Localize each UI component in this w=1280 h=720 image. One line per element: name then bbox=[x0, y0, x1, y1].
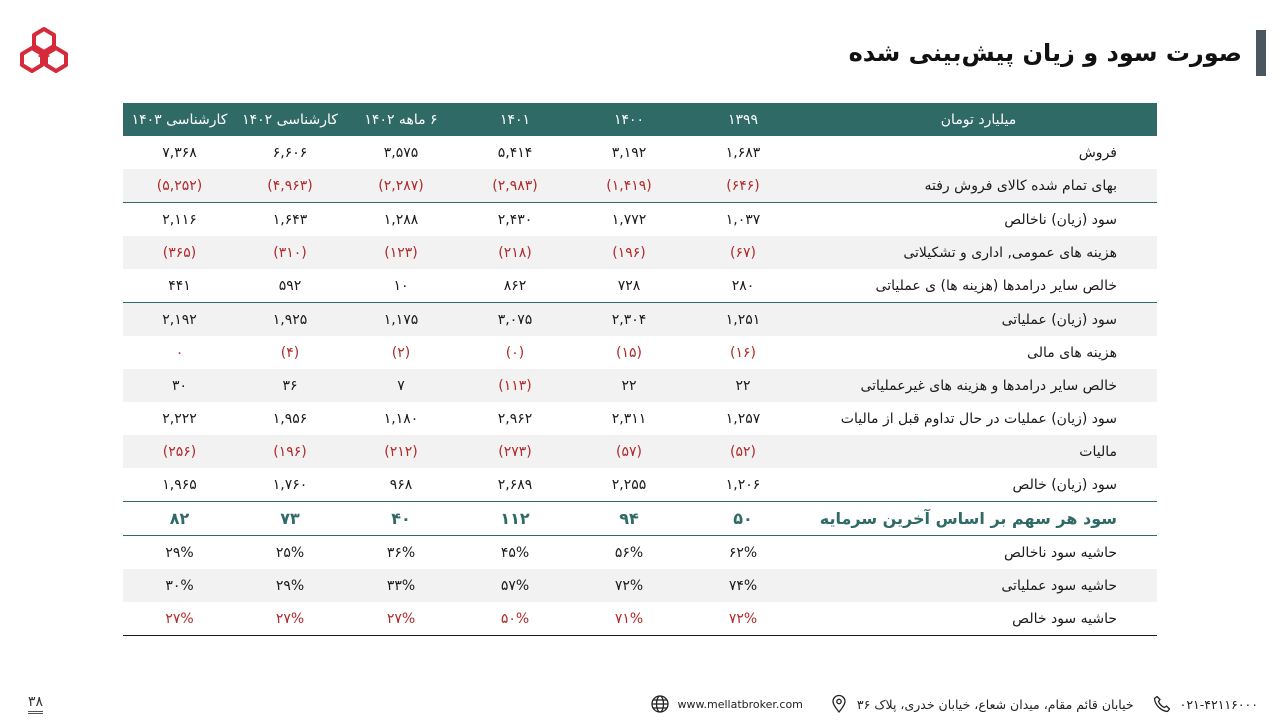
table-cell: (۴,۹۶۳) bbox=[236, 169, 344, 203]
table-cell: ۸۶۲ bbox=[503, 277, 527, 294]
table-cell: (۲۷۳) bbox=[458, 435, 572, 468]
column-header: ۱۴۰۱ bbox=[458, 103, 572, 136]
table-cell: ۷ bbox=[344, 369, 458, 402]
table-cell: ۴۰ bbox=[344, 502, 458, 536]
table-cell: ۱,۹۲۵ bbox=[236, 303, 344, 337]
table-cell: ۵۰% bbox=[458, 602, 572, 636]
footer-contact bbox=[650, 694, 1258, 714]
row-label: حاشیه سود خالص bbox=[800, 602, 1157, 636]
table-cell: ۱۰ bbox=[393, 277, 409, 294]
income-statement-table-wrap bbox=[123, 103, 1157, 636]
row-label: سود (زیان) خالص bbox=[1012, 476, 1117, 493]
website-link[interactable]: www.mellatbroker.com bbox=[677, 697, 803, 711]
table-cell: ۱,۷۶۰ bbox=[272, 476, 308, 493]
table-cell: ۱,۲۸۸ bbox=[344, 203, 458, 237]
phone-number: ۰۲۱-۴۲۱۱۶۰۰۰ bbox=[1179, 696, 1258, 712]
table-cell: ۷۱% bbox=[572, 602, 686, 636]
table-cell: ۱,۲۰۶ bbox=[725, 476, 761, 493]
table-cell: ۱,۶۸۳ bbox=[725, 144, 761, 161]
table-cell: ۷۲% bbox=[572, 569, 686, 602]
table-cell: ۷۳ bbox=[236, 502, 344, 536]
table-cell: ۱,۲۵۱ bbox=[686, 303, 800, 337]
table-cell: ۲۷% bbox=[123, 602, 236, 636]
table-cell: ۲۷% bbox=[344, 602, 458, 636]
table-cell: ۳۶ bbox=[236, 369, 344, 402]
table-row bbox=[123, 136, 1157, 169]
table-row bbox=[123, 369, 1157, 402]
table-cell: ۱,۱۸۰ bbox=[383, 410, 419, 427]
table-cell: ۱,۷۷۲ bbox=[572, 203, 686, 237]
row-label: فروش bbox=[1078, 144, 1117, 161]
table-cell: ۲,۲۵۵ bbox=[611, 476, 647, 493]
row-label: سود (زیان) عملیاتی bbox=[800, 303, 1157, 337]
table-row bbox=[123, 402, 1157, 435]
table-cell: ۲,۱۹۲ bbox=[123, 303, 236, 337]
table-cell: (۲۱۲) bbox=[344, 435, 458, 468]
table-cell: ۱۱۲ bbox=[458, 502, 572, 536]
table-cell: (۵۷) bbox=[572, 435, 686, 468]
row-label: سود هر سهم بر اساس آخرین سرمایه bbox=[800, 502, 1157, 536]
table-row bbox=[123, 468, 1157, 502]
table-cell: (۲,۹۸۳) bbox=[458, 169, 572, 203]
row-label: خالص سایر درامدها (هزینه ها) ی عملیاتی bbox=[875, 277, 1117, 294]
table-cell: ۷۴% bbox=[686, 569, 800, 602]
table-cell: (۲۱۸) bbox=[458, 236, 572, 269]
logo-icon bbox=[20, 26, 68, 76]
table-row bbox=[123, 303, 1157, 337]
table-header-row bbox=[123, 103, 1157, 136]
table-cell: (۵,۲۵۲) bbox=[123, 169, 236, 203]
table-cell: (۲۵۶) bbox=[123, 435, 236, 468]
page-number: ۳۸ bbox=[28, 694, 43, 714]
table-cell: ۳,۵۷۵ bbox=[383, 144, 419, 161]
column-header: میلیارد تومان bbox=[800, 103, 1157, 136]
table-row bbox=[123, 269, 1157, 303]
table-cell: ۵,۴۱۴ bbox=[497, 144, 533, 161]
table-cell: ۱,۹۶۵ bbox=[162, 476, 197, 493]
row-label: بهای تمام شده کالای فروش رفته bbox=[800, 169, 1157, 203]
table-cell: ۴۴۱ bbox=[168, 277, 191, 294]
column-header: کارشناسی ۱۴۰۲ bbox=[236, 103, 344, 136]
title-accent-bar bbox=[1256, 30, 1266, 76]
row-label: هزینه های مالی bbox=[1027, 344, 1117, 361]
table-cell: ۱,۹۵۶ bbox=[272, 410, 308, 427]
table-cell: ۲,۱۱۶ bbox=[123, 203, 236, 237]
table-cell: (۲,۲۸۷) bbox=[344, 169, 458, 203]
table-row bbox=[123, 169, 1157, 203]
row-label: حاشیه سود عملیاتی bbox=[800, 569, 1157, 602]
globe-icon bbox=[650, 694, 670, 714]
table-cell: ۷,۳۶۸ bbox=[162, 144, 197, 161]
table-cell: (۶۴۶) bbox=[686, 169, 800, 203]
table-cell: ۷۲۸ bbox=[617, 277, 641, 294]
table-cell: (۴) bbox=[280, 344, 300, 361]
table-cell: ۸۲ bbox=[123, 502, 236, 536]
footer bbox=[0, 688, 1280, 720]
table-cell: ۵۹۲ bbox=[278, 277, 302, 294]
table-cell: ۵۰ bbox=[686, 502, 800, 536]
table-cell: ۲,۶۸۹ bbox=[497, 476, 533, 493]
table-cell: ۲۹% bbox=[165, 544, 194, 561]
table-cell: ۱,۰۳۷ bbox=[686, 203, 800, 237]
table-row bbox=[123, 435, 1157, 468]
table-cell: (۵۲) bbox=[686, 435, 800, 468]
table-cell: ۳۳% bbox=[344, 569, 458, 602]
location-pin-icon bbox=[829, 694, 849, 714]
page-header bbox=[849, 30, 1266, 76]
table-cell: ۲,۴۳۰ bbox=[458, 203, 572, 237]
table-cell: (۱۵) bbox=[616, 344, 642, 361]
table-cell: (۳۱۰) bbox=[236, 236, 344, 269]
table-cell: ۱,۶۴۳ bbox=[236, 203, 344, 237]
table-cell: ۲,۳۱۱ bbox=[611, 410, 647, 427]
row-label: حاشیه سود ناخالص bbox=[1004, 544, 1117, 561]
column-header: ۱۳۹۹ bbox=[686, 103, 800, 136]
table-cell: ۶۲% bbox=[728, 544, 758, 561]
table-cell: ۳۰ bbox=[123, 369, 236, 402]
table-cell: ۲۵% bbox=[275, 544, 305, 561]
row-label: سود (زیان) ناخالص bbox=[800, 203, 1157, 237]
eps-row bbox=[123, 502, 1157, 536]
page-title: صورت سود و زیان پیش‌بینی شده bbox=[848, 39, 1242, 67]
table-cell: ۲۲ bbox=[686, 369, 800, 402]
table-cell: ۳,۰۷۵ bbox=[458, 303, 572, 337]
table-cell: ۹۶۸ bbox=[389, 476, 413, 493]
table-cell: (۲) bbox=[391, 344, 411, 361]
row-label: هزینه های عمومی, اداری و تشکیلاتی bbox=[800, 236, 1157, 269]
table-cell: ۹۴ bbox=[572, 502, 686, 536]
table-row bbox=[123, 569, 1157, 602]
table-cell: ۲,۹۶۲ bbox=[497, 410, 533, 427]
table-cell: ۲۲ bbox=[572, 369, 686, 402]
table-cell: (۱۹۶) bbox=[572, 236, 686, 269]
table-cell: (۱,۴۱۹) bbox=[572, 169, 686, 203]
column-header: ۶ ماهه ۱۴۰۲ bbox=[344, 103, 458, 136]
row-label: سود (زیان) عملیات در حال تداوم قبل از مالیات bbox=[840, 410, 1117, 427]
phone-icon bbox=[1152, 694, 1172, 714]
table-cell: ۳۶% bbox=[386, 544, 416, 561]
income-statement-table bbox=[123, 103, 1157, 636]
table-cell: ۳۰% bbox=[123, 569, 236, 602]
table-cell: ۲۹% bbox=[236, 569, 344, 602]
table-row bbox=[123, 536, 1157, 570]
table-row bbox=[123, 236, 1157, 269]
table-cell: (۱۹۶) bbox=[236, 435, 344, 468]
table-cell: (۱۱۳) bbox=[458, 369, 572, 402]
table-cell: ۶,۶۰۶ bbox=[272, 144, 308, 161]
table-cell: ۲۷% bbox=[236, 602, 344, 636]
table-cell: ۰ bbox=[175, 344, 184, 361]
table-cell: ۵۶% bbox=[614, 544, 644, 561]
column-header: ۱۴۰۰ bbox=[572, 103, 686, 136]
table-cell: (۱۲۳) bbox=[344, 236, 458, 269]
table-cell: ۲,۳۰۴ bbox=[572, 303, 686, 337]
table-row bbox=[123, 602, 1157, 636]
row-label: خالص سایر درامدها و هزینه های غیرعملیاتی bbox=[800, 369, 1157, 402]
table-cell: ۳,۱۹۲ bbox=[611, 144, 647, 161]
table-row bbox=[123, 336, 1157, 369]
table-cell: (۱۶) bbox=[730, 344, 756, 361]
column-header: کارشناسی ۱۴۰۳ bbox=[123, 103, 236, 136]
table-cell: (۶۷) bbox=[686, 236, 800, 269]
table-cell: ۲,۲۲۲ bbox=[162, 410, 197, 427]
table-row bbox=[123, 203, 1157, 237]
table-cell: ۲۸۰ bbox=[731, 277, 755, 294]
table-cell: ۵۷% bbox=[458, 569, 572, 602]
table-cell: ۴۵% bbox=[500, 544, 530, 561]
table-cell: (۰) bbox=[505, 344, 525, 361]
row-label: مالیات bbox=[800, 435, 1157, 468]
table-cell: ۱,۲۵۷ bbox=[725, 410, 761, 427]
address-text: خیابان قائم مقام، میدان شعاع، خیابان خدری، پلاک ۳۶ bbox=[856, 696, 1134, 712]
table-cell: ۱,۱۷۵ bbox=[344, 303, 458, 337]
table-cell: ۷۲% bbox=[686, 602, 800, 636]
table-cell: (۳۶۵) bbox=[123, 236, 236, 269]
